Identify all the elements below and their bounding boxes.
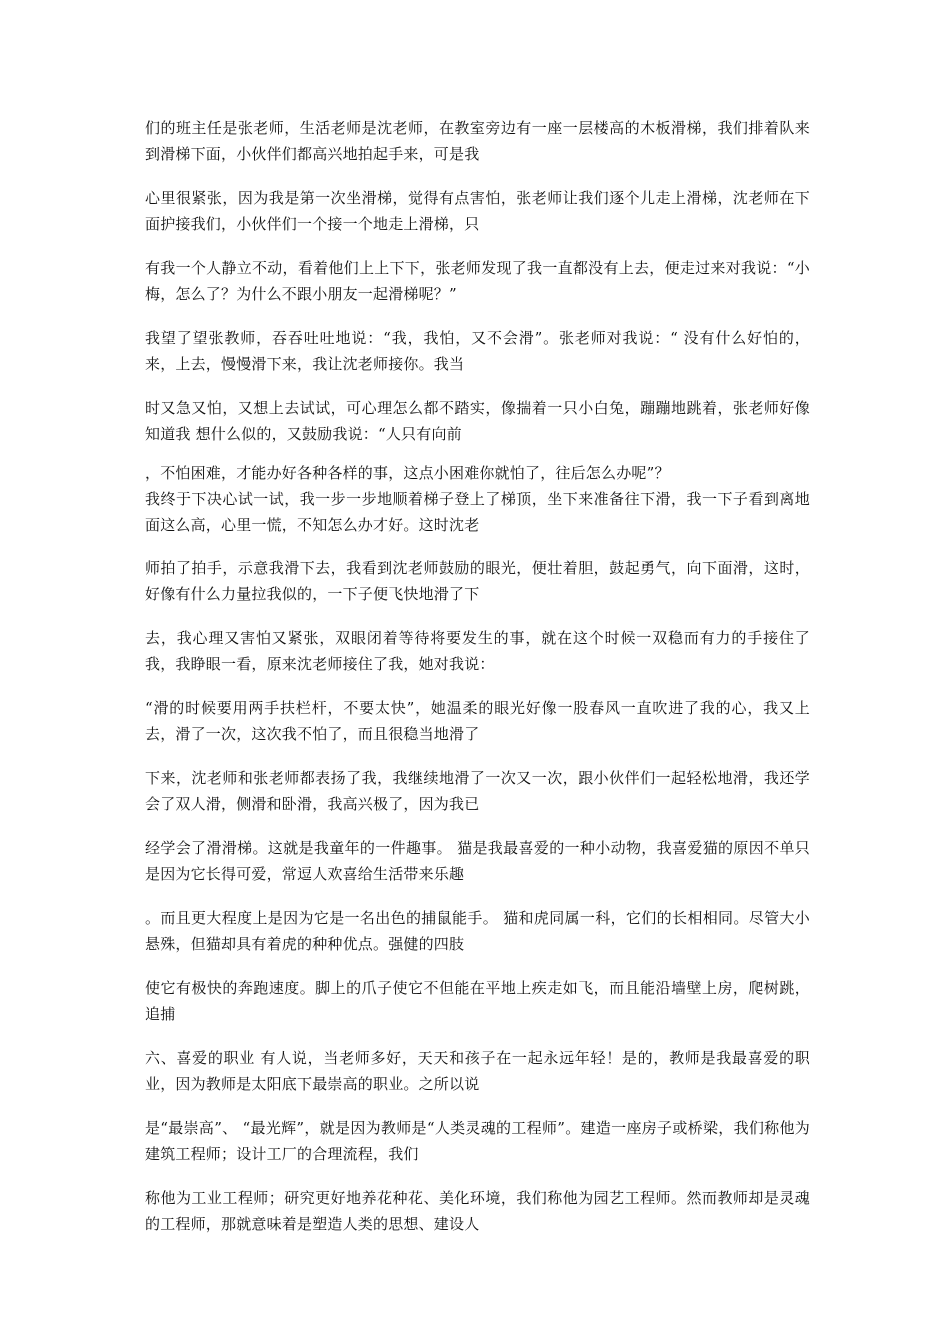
paragraph: 是“最崇高”、 “最光辉”，就是因为教师是“人类灵魂的工程师”。建造一座房子或桥梁，我们称他为建筑工程师；设计工厂的合理流程，我们 xyxy=(145,1119,810,1163)
paragraph: 师拍了拍手，示意我滑下去，我看到沈老师鼓励的眼光，便壮着胆，鼓起勇气，向下面滑，这时，好像有什么力量拉我似的，一下子便飞快地滑了下 xyxy=(145,559,810,603)
paragraph: 。而且更大程度上是因为它是一名出色的捕鼠能手。 猫和虎同属一科，它们的长相相同。尽管大小悬殊，但猫却具有着虎的种种优点。强健的四肢 xyxy=(145,909,810,953)
paragraph: 我终于下决心试一试，我一步一步地顺着梯子登上了梯顶，坐下来准备往下滑，我一下子看到离地面这么高，心里一慌，不知怎么办才好。这时沈老 xyxy=(145,490,810,534)
paragraph: 时又急又怕，又想上去试试，可心理怎么都不踏实，像揣着一只小白兔，蹦蹦地跳着，张老师好像知道我 想什么似的，又鼓励我说：“人只有向前 xyxy=(145,399,810,443)
paragraph: 称他为工业工程师；研究更好地养花种花、美化环境，我们称他为园艺工程师。然而教师却是灵魂的工程师，那就意味着是塑造人类的思想、建设人 xyxy=(145,1189,810,1233)
paragraph: 下来，沈老师和张老师都表扬了我，我继续地滑了一次又一次，跟小伙伴们一起轻松地滑，我还学会了双人滑，侧滑和卧滑，我高兴极了，因为我已 xyxy=(145,769,810,813)
paragraph: 有我一个人静立不动，看着他们上上下下，张老师发现了我一直都没有上去，便走过来对我说：“小梅，怎么了？为什么不跟小朋友一起滑梯呢？” xyxy=(145,259,810,303)
paragraph: ，不怕困难，才能办好各种各样的事，这点小困难你就怕了，往后怎么办呢”？ xyxy=(145,464,670,482)
paragraph: 们的班主任是张老师，生活老师是沈老师，在教室旁边有一座一层楼高的木板滑梯，我们排着队来到滑梯下面，小伙伴们都高兴地拍起手来，可是我 xyxy=(145,119,810,163)
paragraph: 我望了望张教师，吞吞吐吐地说：“我，我怕，又不会滑”。张老师对我说：“ 没有什么好怕的，来，上去，慢慢滑下来，我让沈老师接你。我当 xyxy=(145,329,810,373)
paragraph: “滑的时候要用两手扶栏杆，不要太快”，她温柔的眼光好像一股春风一直吹进了我的心，我又上去，滑了一次，这次我不怕了，而且很稳当地滑了 xyxy=(145,699,810,743)
paragraph: 去，我心理又害怕又紧张，双眼闭着等待将要发生的事，就在这个时候一双稳而有力的手接住了我，我睁眼一看，原来沈老师接住了我，她对我说： xyxy=(145,629,810,673)
paragraph: 经学会了滑滑梯。这就是我童年的一件趣事。 猫是我最喜爱的一种小动物，我喜爱猫的原因不单只是因为它长得可爱，常逗人欢喜给生活带来乐趣 xyxy=(145,839,810,883)
paragraph: 心里很紧张，因为我是第一次坐滑梯，觉得有点害怕，张老师让我们逐个儿走上滑梯，沈老师在下面护接我们，小伙伴们一个接一个地走上滑梯，只 xyxy=(145,189,810,233)
paragraph: 六、喜爱的职业 有人说，当老师多好，天天和孩子在一起永远年轻！是的，教师是我最喜爱的职业，因为教师是太阳底下最崇高的职业。之所以说 xyxy=(145,1049,810,1093)
paragraph: 使它有极快的奔跑速度。脚上的爪子使它不但能在平地上疾走如飞，而且能沿墙壁上房，爬树跳，追捕 xyxy=(145,979,810,1023)
